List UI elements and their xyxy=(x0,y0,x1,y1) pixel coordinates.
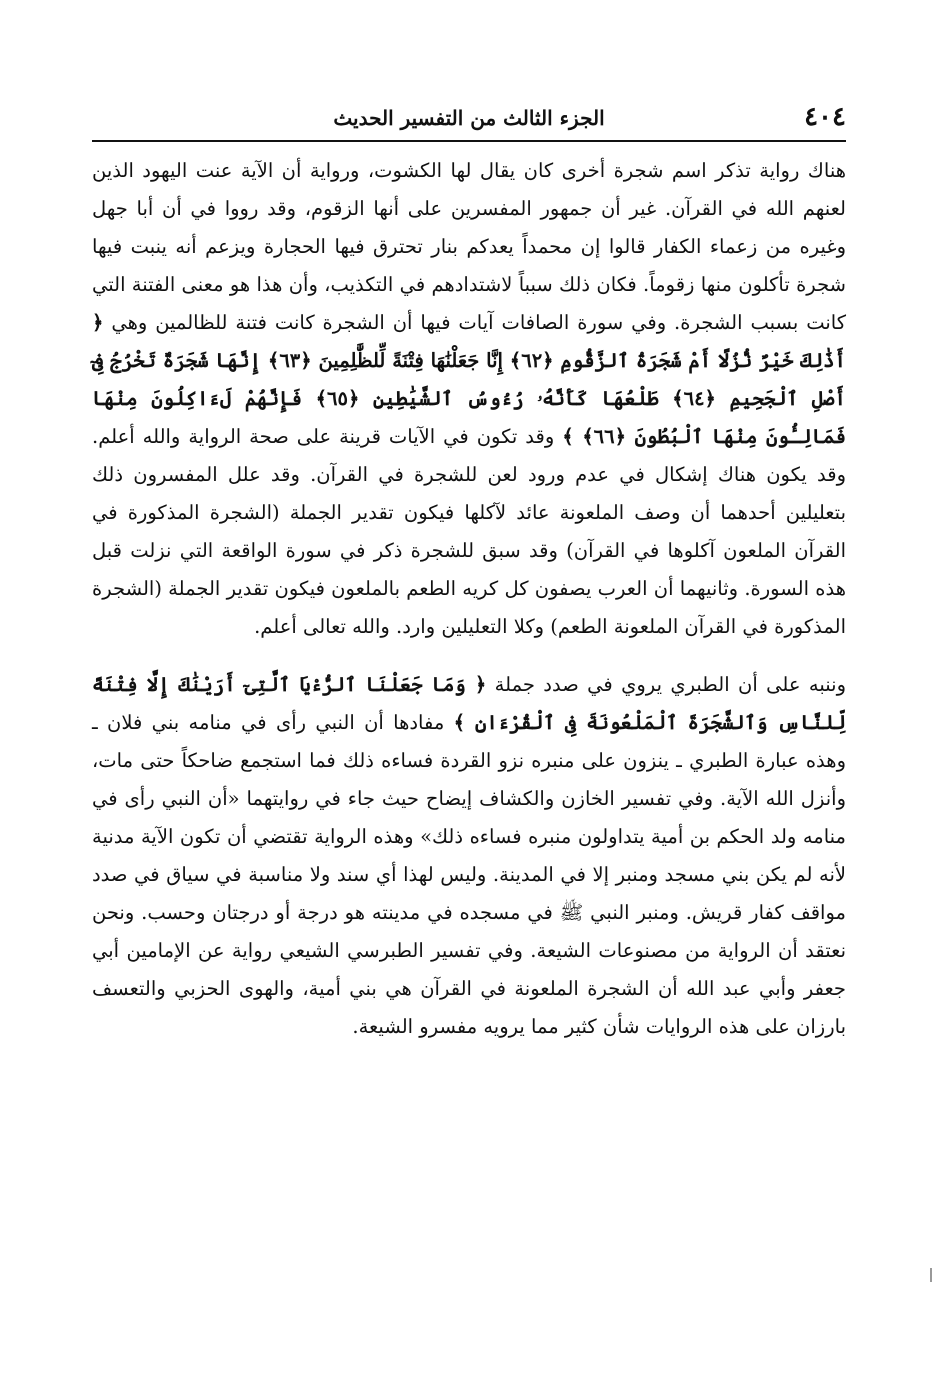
page-number: ٤٠٤ xyxy=(804,102,846,132)
paragraph-2 xyxy=(92,666,846,1046)
paragraph-2-text-b: مفادها أن النبي رأى في منامه بني فلان ـ وهذه عبارة الطبري ـ ينزون على منبره نزو القردة فساءه ذلك فما استجمع ضاحكاً حتى مات، وأنزل الله الآية. وفي تفسير الخازن والكشاف إيضاح حيث جاء في روايتهما «أن النبي رأى في منامه ولد الحكم بن أمية يتداولون منبره فساءه ذلك» وهذه الرواية تقتضي أن تكون الآية مدنية لأنه لم يكن بني مسجد ومنبر إلا في المدينة. وليس لهذا أي سند ولا مناسبة في سياق في صدد مواقف كفار قريش. ومنبر النبي ﷺ في مسجده في مدينته هو درجة أو درجتان وحسب. ونحن نعتقد أن الرواية من مصنوعات الشيعة. وفي تفسير الطبرسي الشيعي رواية عن الإمامين أبي جعفر وأبي عبد الله أن الشجرة الملعونة في القرآن هي بني أمية، والهوى الحزبي والتعسف بارزان على هذه الروايات شأن كثير مما يرويه مفسرو الشيعة. xyxy=(92,711,846,1038)
paragraph-1-text-b: وقد تكون في الآيات قرينة على صحة الرواية والله أعلم. وقد يكون هناك إشكال في عدم ورود لعن للشجرة في القرآن. وقد علل المفسرون ذلك بتعليلين أحدهما أن وصف الملعونة عائد لآكلها فيكون تقدير الجملة (الشجرة المذكورة في القرآن الملعون آكلوها في القرآن) وقد سبق للشجرة ذكر في سورة الواقعة التي نزلت قبل هذه السورة. وثانيهما أن العرب يصفون كل كريه الطعم بالملعون فيكون تقدير الجملة (الشجرة المذكورة في القرآن الملعونة الطعم) وكلا التعليلين وارد. والله تعالى أعلم. xyxy=(92,425,846,638)
header-rule xyxy=(92,140,846,142)
quran-verse-saffat: ﴿ أَذَٰلِكَ خَيْرٌ نُّزُلًا أَمْ شَجَرَةُ ٱلزَّقُّومِ ﴿٦٢﴾ إِنَّا جَعَلْنَٰهَا فِتْنَةً لِّلظَّٰلِمِينَ ﴿٦٣﴾ إِنَّهَا شَجَرَةٌ تَخْرُجُ فِىٓ أَصْلِ ٱلْجَحِيمِ ﴿٦٤﴾ طَلْعُهَا كَأَنَّهُۥ رُءُوسُ ٱلشَّيَٰطِينِ ﴿٦٥﴾ فَإِنَّهُمْ لَءَاكِلُونَ مِنْهَا فَمَالِـُٔونَ مِنْهَا ٱلْبُطُونَ ﴿٦٦﴾ ﴾ xyxy=(92,311,847,448)
paragraph-1 xyxy=(92,152,846,646)
paragraph-1-text-a: هناك رواية تذكر اسم شجرة أخرى كان يقال لها الكشوت، ورواية أن الآية عنت اليهود الذين لعنهم الله في القرآن. غير أن جمهور المفسرين على أنها الزقوم، وقد رووا في أن أبا جهل وغيره من زعماء الكفار قالوا إن محمداً يعدكم بنار تحترق فيها الحجارة ويزعم أنه ينبت فيها شجرة تأكلون منها زقوماً. فكان ذلك سبباً لاشتدادهم في التكذيب، وأن هذا هو معنى الفتنة التي كانت بسبب الشجرة. وفي سورة الصافات آيات فيها أن الشجرة كانت فتنة للظالمين وهي xyxy=(92,159,847,334)
page-header xyxy=(92,100,846,136)
body-text xyxy=(92,152,846,1046)
scan-margin-mark xyxy=(930,1268,932,1282)
quran-verse-isra: ﴿ وَمَا جَعَلْنَا ٱلرُّءْيَا ٱلَّتِىٓ أَرَيْنَٰكَ إِلَّا فِتْنَةً لِّلنَّاسِ وَٱلشَّجَرَةَ ٱلْمَلْعُونَةَ فِى ٱلْقُرْءَانِ ﴾ xyxy=(92,673,847,734)
paragraph-2-text-a: وننبه على أن الطبري يروي في صدد جملة xyxy=(494,673,846,696)
running-title: الجزء الثالث من التفسير الحديث xyxy=(333,106,605,130)
